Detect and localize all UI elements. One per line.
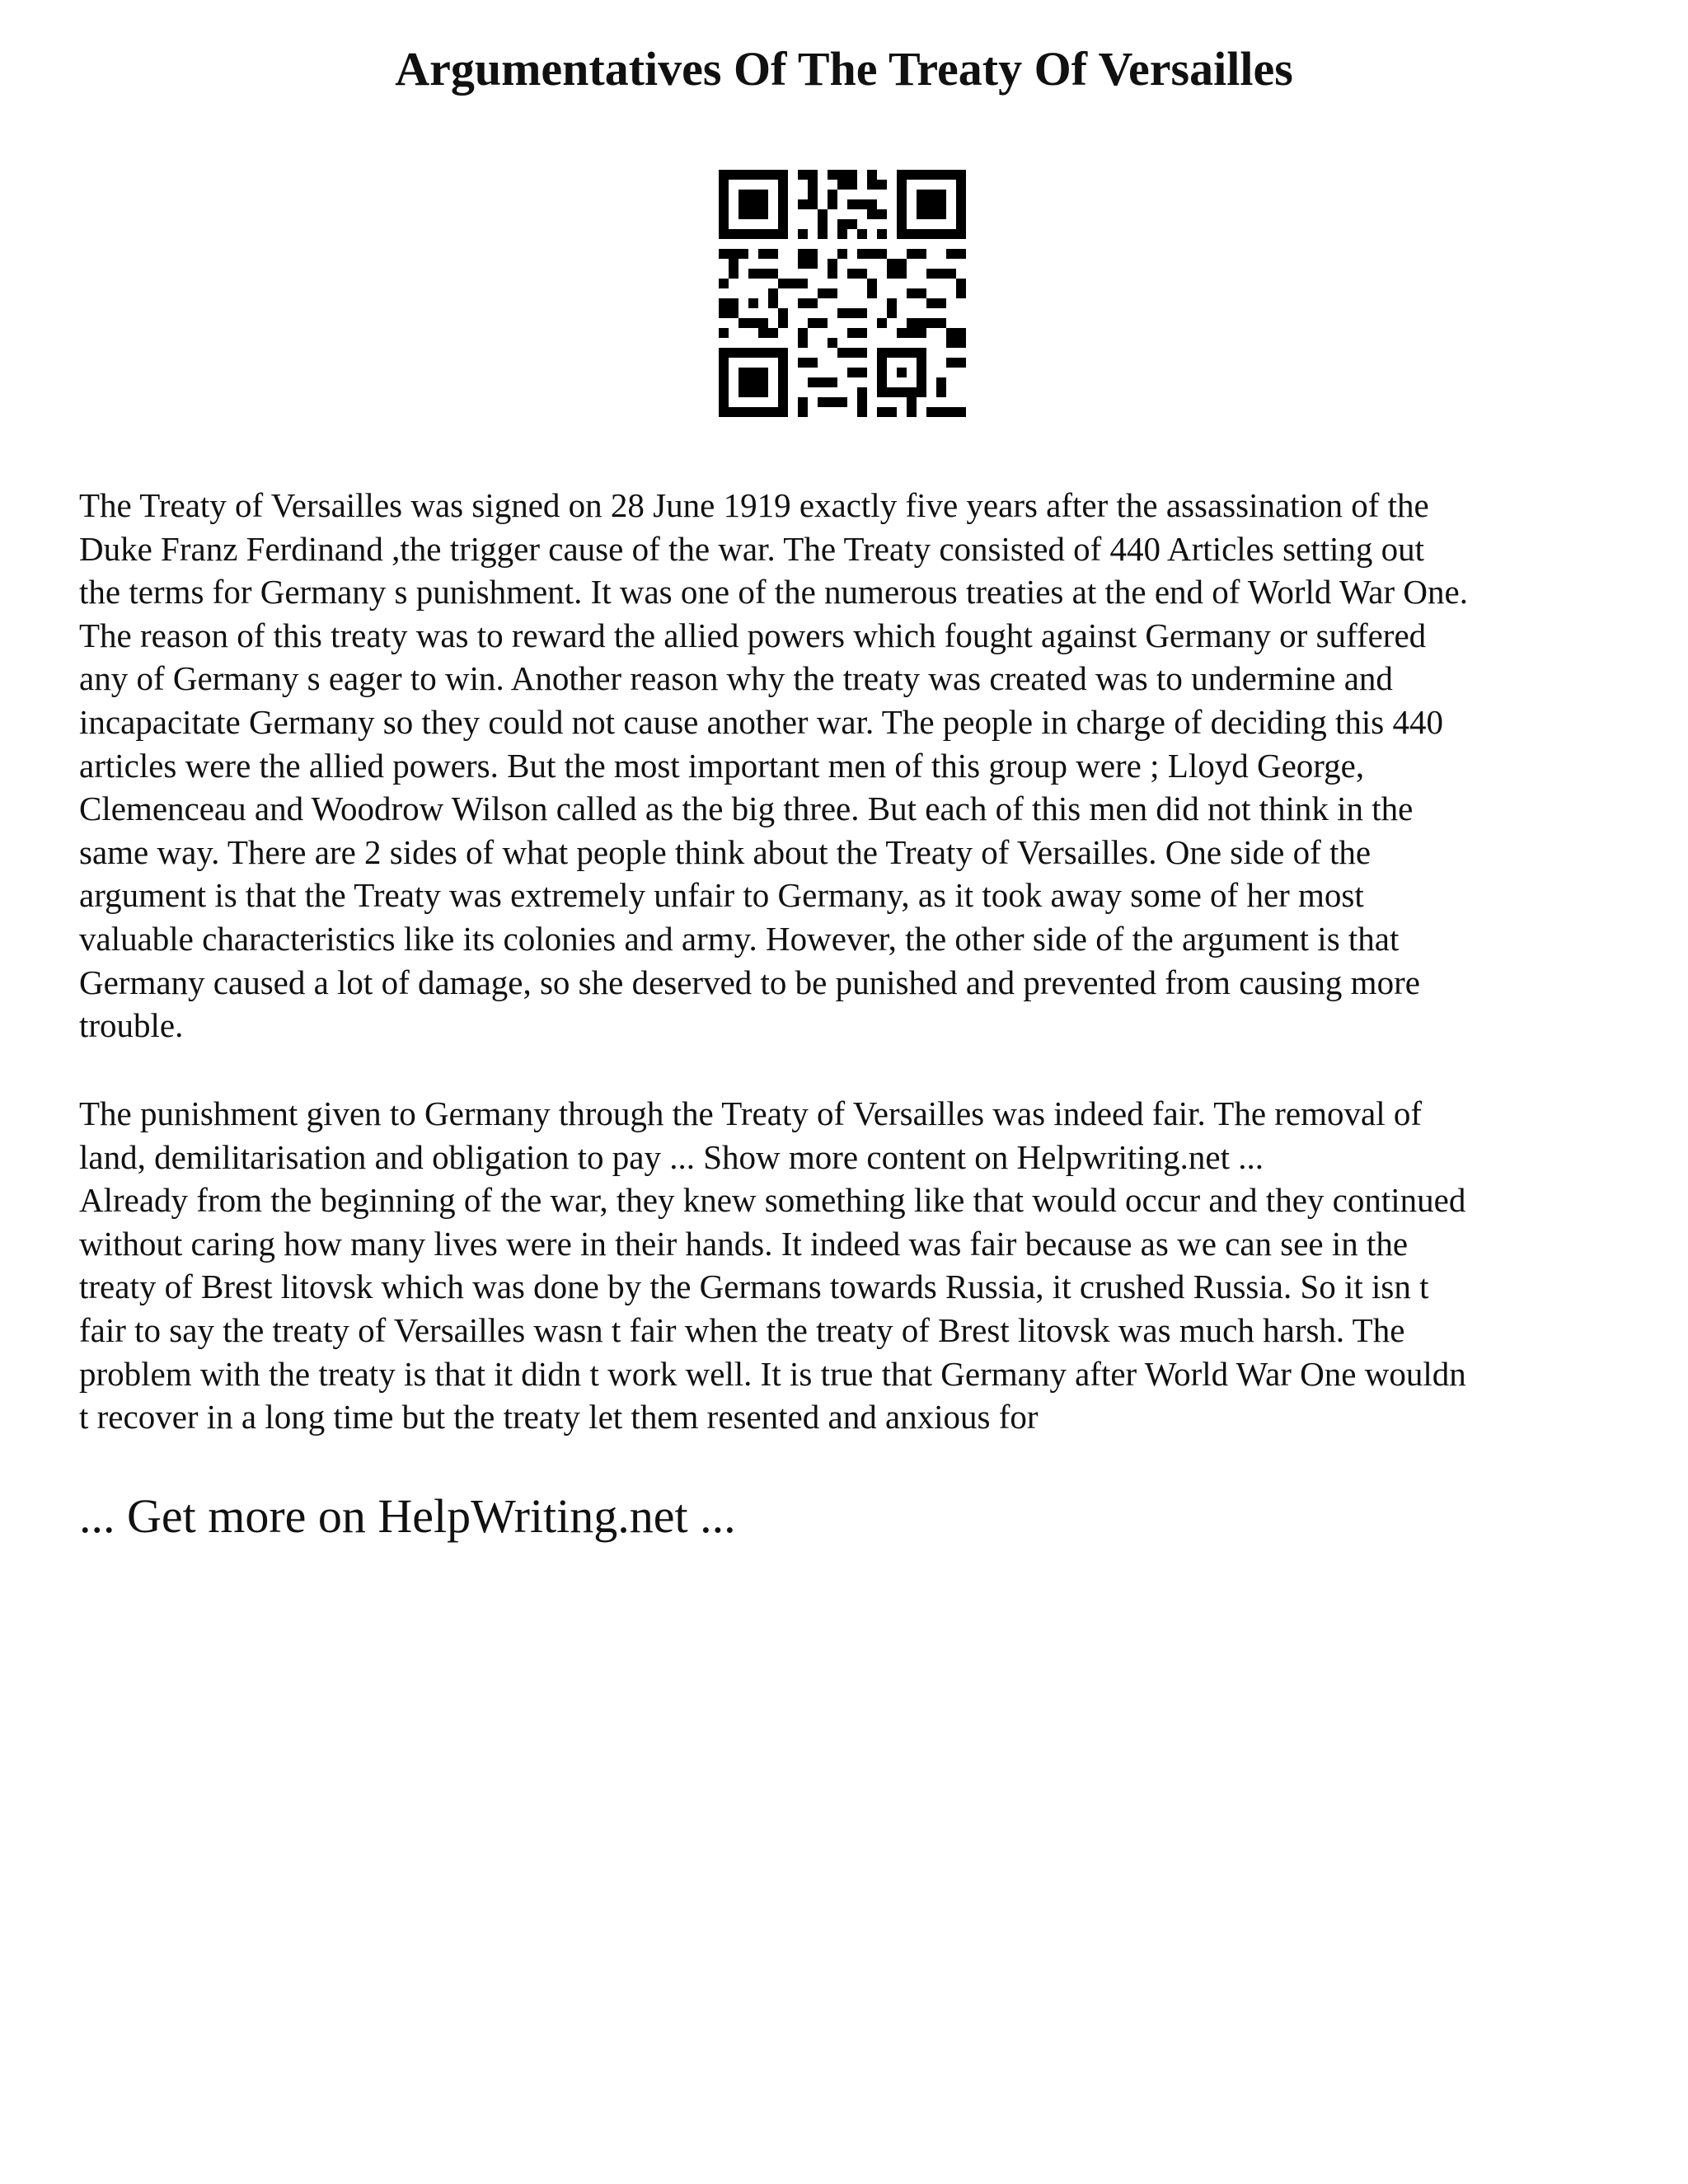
body-paragraph: The punishment given to Germany through the Treaty of Versailles was indeed fair. The removal of land, demilitarisation and obligation to pay ... Show more content on Helpwriting.net ... Already from the beginning of the war, they knew something like that would occur and they continued without caring how many lives were in their hands. It indeed was fair because as we can see in the treaty of Brest litovsk which was done by the Germans towards Russia, it crushed Russia. So it isn t fair to say the treaty of Versailles wasn t fair when the treaty of Brest litovsk was much harsh. The problem with the treaty is that it didn t work well. It is true that Germany after World War One wouldn t recover in a long time but the treaty let them resented and anxious for — [79, 1094, 1466, 1436]
get-more-link[interactable]: ... Get more on HelpWriting.net ... — [79, 1489, 736, 1543]
qr-code-icon — [719, 170, 966, 417]
body-paragraph: The Treaty of Versailles was signed on 28 June 1919 exactly five years after the assassination of the Duke Franz Ferdinand ,the trigger cause of the war. The Treaty consisted of 440 Articles setting out the terms for Germany s punishment. It was one of the numerous treaties at the end of World War One. The reason of this treaty was to reward the allied powers which fought against Germany or suffered any of Germany s eager to win. Another reason why the treaty was created was to undermine and incapacitate Germany so they could not cause another war. The people in charge of deciding this 440 articles were the allied powers. But the most important men of this group were ; Lloyd George, Clemenceau and Woodrow Wilson called as the big three. But each of this men did not think in the same way. There are 2 sides of what people think about the Treaty of Versailles. One side of the argument is that the Treaty was extremely unfair to Germany, as it took away some of her most valuable characteristics like its colonies and army. However, the other side of the argument is that Germany caused a lot of damage, so she deserved to be punished and prevented from causing more trouble. — [79, 486, 1468, 1045]
page-title: Argumentatives Of The Treaty Of Versailles — [395, 42, 1293, 96]
